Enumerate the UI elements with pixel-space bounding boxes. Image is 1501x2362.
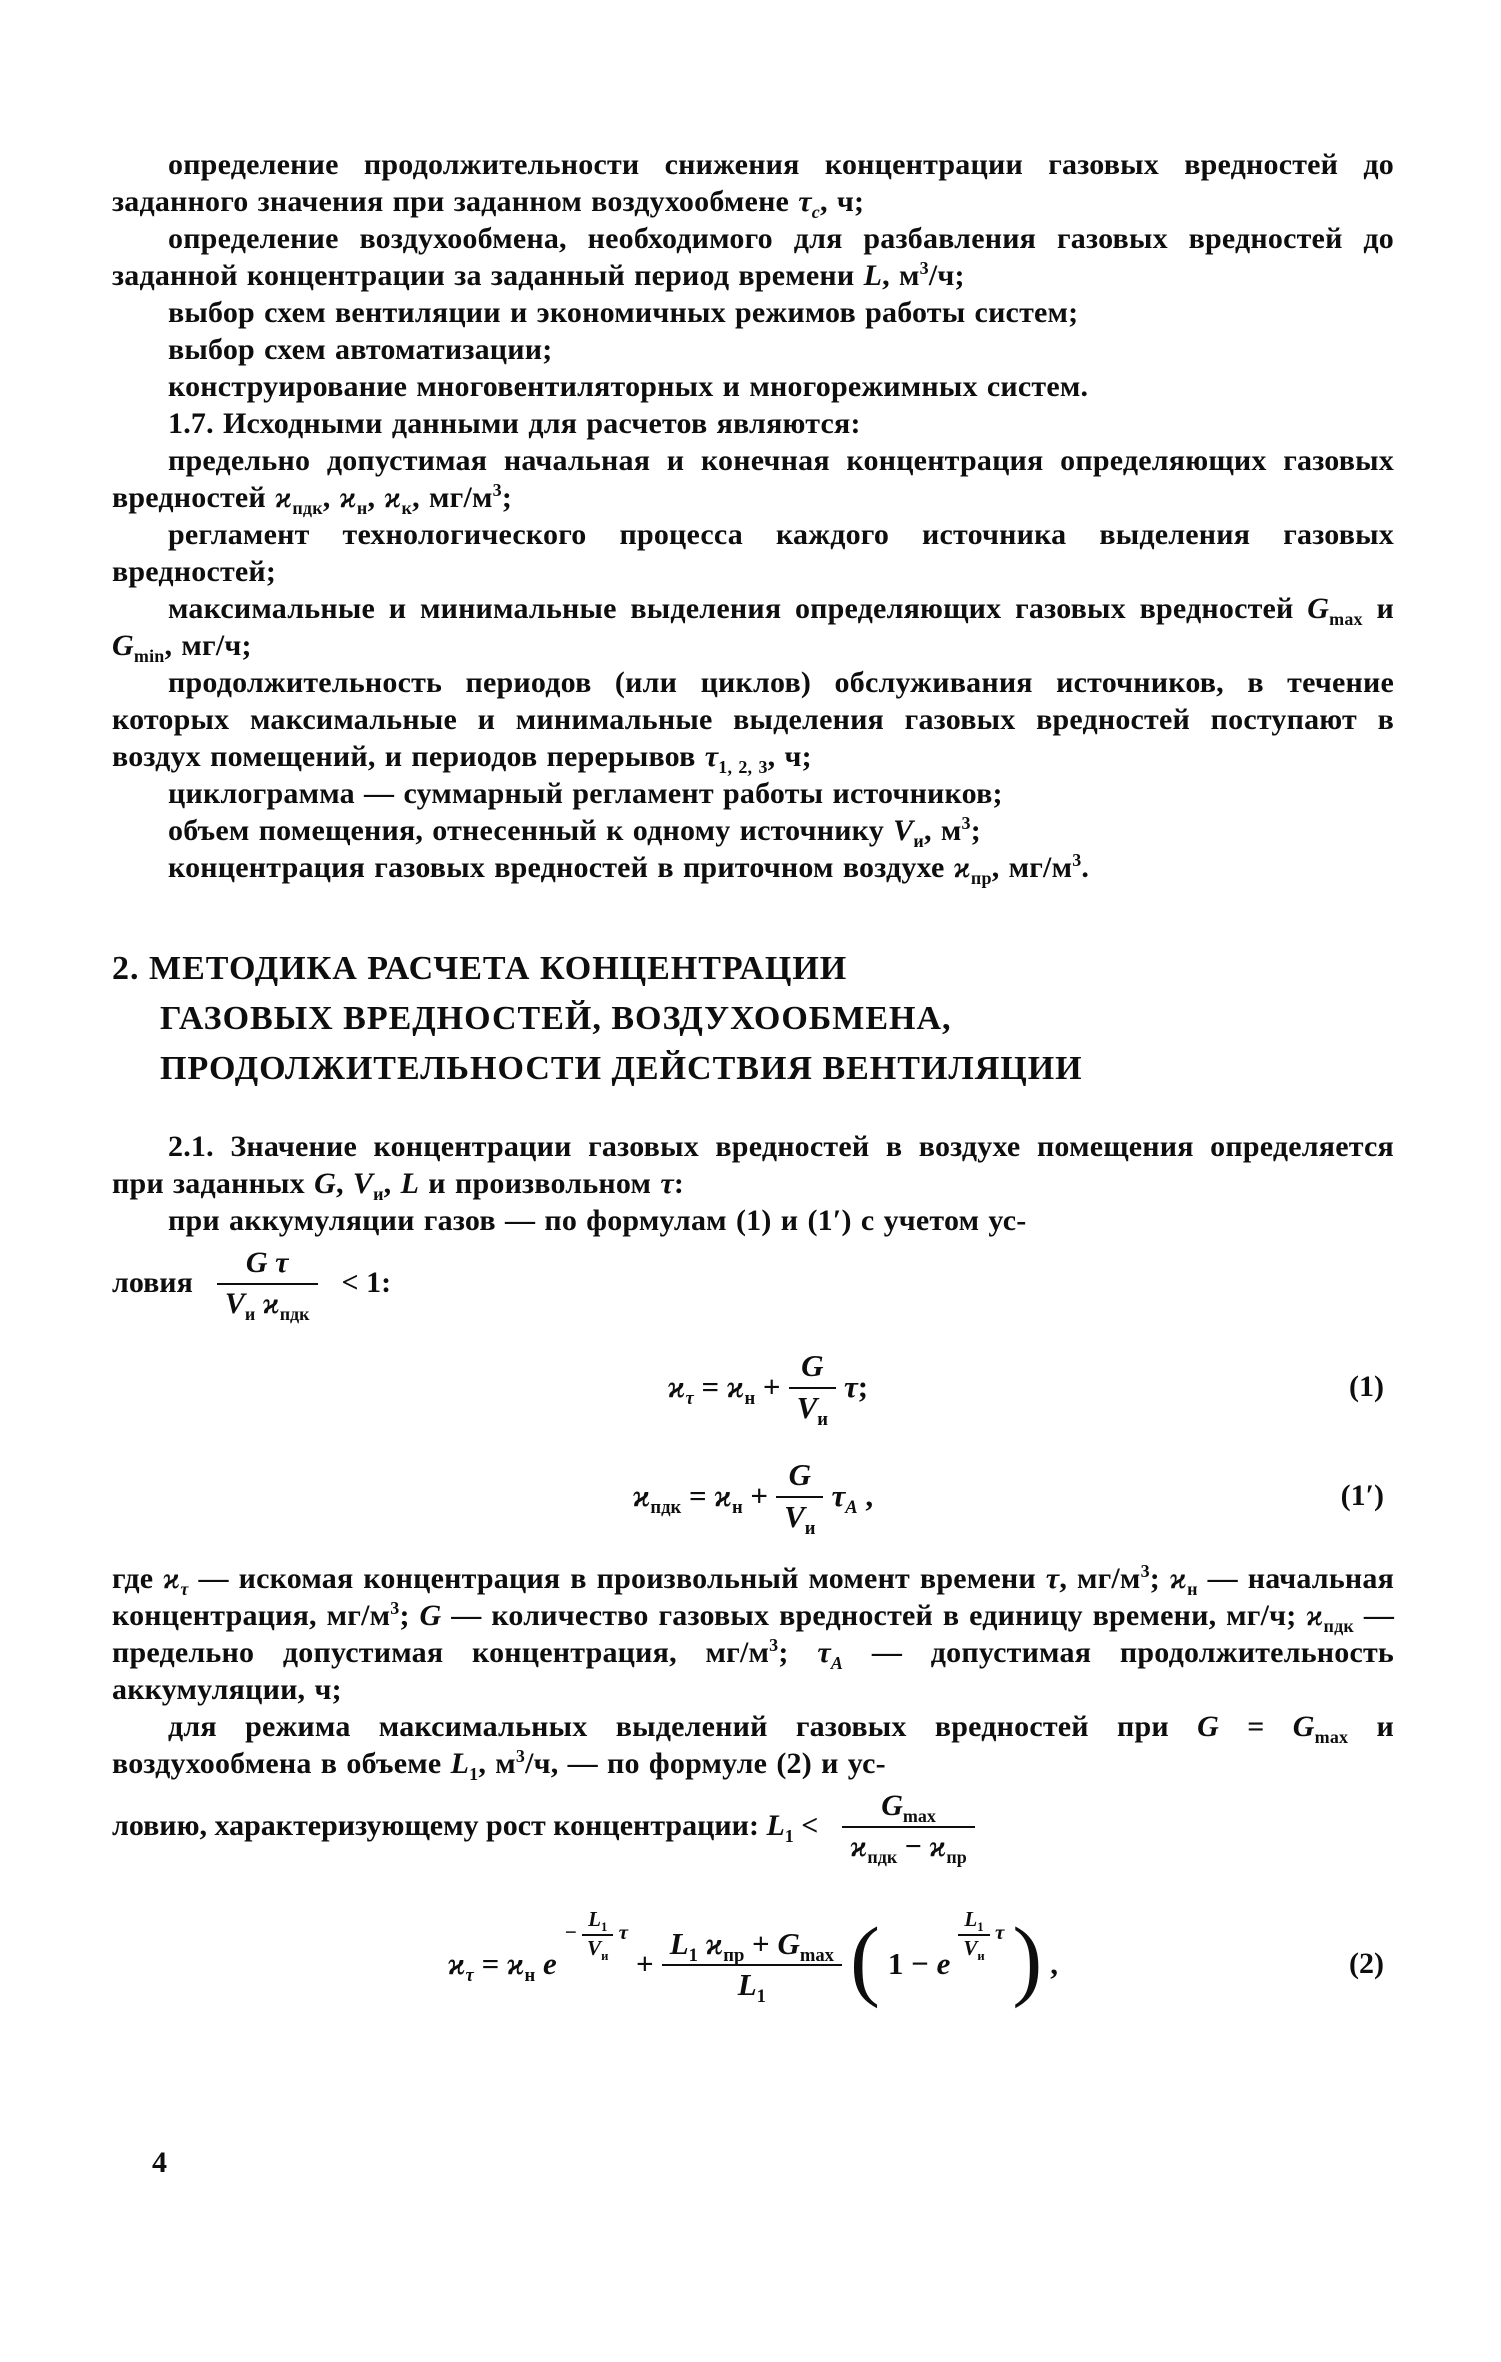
big-paren-close: ): [1012, 1910, 1043, 2010]
condition-tail: < 1:: [341, 1265, 392, 1299]
fraction-numerator: G: [776, 1457, 823, 1498]
list-item: регламент технологического процесса каждого источника выделения газовых вредностей;: [112, 518, 1394, 588]
formula-label: (1): [1349, 1370, 1384, 1404]
inline-fraction: [217, 1245, 318, 1324]
body-text: [112, 146, 1394, 886]
formula-2: [112, 1889, 1394, 2039]
page-number: 4: [152, 2146, 167, 2179]
fraction-denominator: $V_и$: [796, 1390, 828, 1431]
formula-label: (2): [1349, 1947, 1384, 1981]
exponent-fraction: [958, 1907, 989, 1964]
list-item: выбор схем вентиляции и экономичных режимов работы систем;: [168, 296, 1079, 329]
list-item: продолжительность периодов (или циклов) обслуживания источников, в течение которых максимальные и минимальные выделения газовых вредностей поступают в воздух помещений, и периодов перерывов $\tau_{1, 2, 3}$, ч;: [112, 666, 1394, 777]
fraction-numerator: $G_{max}$: [842, 1788, 974, 1828]
formula-tail: ,: [1050, 1946, 1058, 1982]
formula-lhs: $ϰ_\tau = ϰ_н$ e: [448, 1946, 557, 1987]
list-item: определение воздухообмена, необходимого для разбавления газовых вредностей до заданной концентрации за заданный период времени L, $м^3/ч$;: [112, 222, 1394, 292]
condition-lead: ловию, характеризующему рост концентрации: $L_1$ <: [112, 1808, 819, 1846]
big-paren-open: (: [849, 1910, 880, 2010]
fraction-denominator: $V_и$ $ϰ_{пдк}$: [224, 1286, 310, 1324]
list-item: максимальные и минимальные выделения определяющих газовых вредностей $G_{max}$ и $G_{min}$, мг/ч;: [112, 592, 1394, 666]
list-item: предельно допустимая начальная и конечная концентрация определяющих газовых вредностей $ϰ_{пдк}$, $ϰ_н$, $ϰ_к$, $мг/м^3$;: [112, 444, 1394, 518]
fraction-numerator: G: [789, 1348, 836, 1389]
formula-body: [632, 1457, 874, 1540]
inline-fraction: [842, 1788, 974, 1867]
formula-lhs: $ϰ_\tau = ϰ_н$ +: [667, 1369, 781, 1410]
paragraph: для режима максимальных выделений газовых вредностей при $G = G_{max}$ и воздухообмена в объеме $L_1$, $м^3/ч$, — по формуле (2) и ус-: [112, 1710, 1394, 1785]
fraction-denominator: $V_и$: [784, 1499, 816, 1540]
paren-inner: 1 − e: [887, 1946, 951, 1982]
text-column: [112, 146, 1394, 2039]
formula-body: [448, 1907, 1058, 2010]
list-item: концентрация газовых вредностей в приточном воздухе $ϰ_{пр}$, $мг/м^3$.: [168, 850, 1090, 888]
paragraph: при аккумуляции газов — по формулам (1) и (1′) с учетом ус-: [168, 1204, 1027, 1237]
where-paragraph: где $ϰ_\tau$ — искомая концентрация в произвольный момент времени τ, $мг/м^3$; $ϰ_н$ — начальная концентрация, $мг/м^3$; G — количество газовых вредностей в единицу времени, мг/ч; $ϰ_{пдк}$ — предельно допустимая концентрация, $мг/м^3$; $\tau_А$ — допустимая продолжительность аккумуляции, ч;: [112, 1561, 1395, 1707]
formula-1: [112, 1338, 1394, 1436]
list-item: циклограмма — суммарный регламент работы источников;: [168, 777, 1003, 810]
fraction-numerator: $L_1$: [958, 1908, 989, 1936]
exponent-tau: τ: [994, 1920, 1005, 1945]
fraction-numerator: G τ: [217, 1245, 318, 1285]
fraction: [776, 1457, 823, 1540]
condition-lead: ловия: [112, 1265, 193, 1299]
list-item: объем помещения, отнесенный к одному источнику $V_и$, $м^3$;: [168, 813, 981, 851]
formula-body: [667, 1348, 869, 1431]
exponent-tau: τ: [618, 1920, 629, 1945]
fraction-denominator: $ϰ_{пдк} - ϰ_{пр}$: [850, 1829, 967, 1867]
exponent: [564, 1907, 629, 1964]
fraction: [789, 1348, 836, 1431]
heading-line: 2. МЕТОДИКА РАСЧЕТА КОНЦЕНТРАЦИИ: [112, 950, 848, 987]
formula-tail: τ;: [843, 1369, 869, 1405]
formula-1-prime: [112, 1446, 1394, 1546]
fraction-numerator: $L_1$ $ϰ_{пр} + G_{max}$: [662, 1926, 842, 1967]
fraction-denominator: $L_1$: [737, 1967, 766, 2008]
formula-tail: $\tau_A$ ,: [831, 1478, 874, 1519]
clause-1-7: 1.7. Исходными данными для расчетов являются:: [168, 407, 861, 440]
plus-sign: +: [636, 1946, 654, 1982]
formula-lhs: $ϰ_{пдк} = ϰ_н$ +: [632, 1478, 769, 1519]
heading-line: ГАЗОВЫХ ВРЕДНОСТЕЙ, ВОЗДУХООБМЕНА,: [160, 1000, 952, 1037]
list-item: конструирование многовентиляторных и многорежимных систем.: [168, 370, 1089, 403]
fraction-numerator: $L_1$: [582, 1908, 613, 1936]
fraction-denominator: $V_и$: [963, 1935, 985, 1964]
section-heading: [112, 944, 1394, 1094]
heading-line: ПРОДОЛЖИТЕЛЬНОСТИ ДЕЙСТВИЯ ВЕНТИЛЯЦИИ: [160, 1050, 1083, 1087]
formula-label: (1′): [1340, 1479, 1384, 1513]
exponent: [958, 1907, 1005, 1964]
condition-1: [112, 1245, 1394, 1324]
fraction-denominator: $V_и$: [587, 1935, 609, 1964]
fraction: [662, 1925, 842, 2008]
condition-2: [112, 1788, 1394, 1867]
list-item: определение продолжительности снижения концентрации газовых вредностей до заданного значения при заданном воздухообмене $\tau_с$, ч;: [112, 148, 1394, 222]
list-item: выбор схем автоматизации;: [168, 333, 553, 366]
exponent-fraction: [582, 1907, 613, 1964]
exponent-sign: −: [564, 1920, 583, 1945]
section-2-1: [112, 1128, 1394, 2039]
clause-2-1: 2.1. Значение концентрации газовых вредностей в воздухе помещения определяется при заданных G, $V_и$, L и произвольном τ:: [112, 1130, 1394, 1204]
